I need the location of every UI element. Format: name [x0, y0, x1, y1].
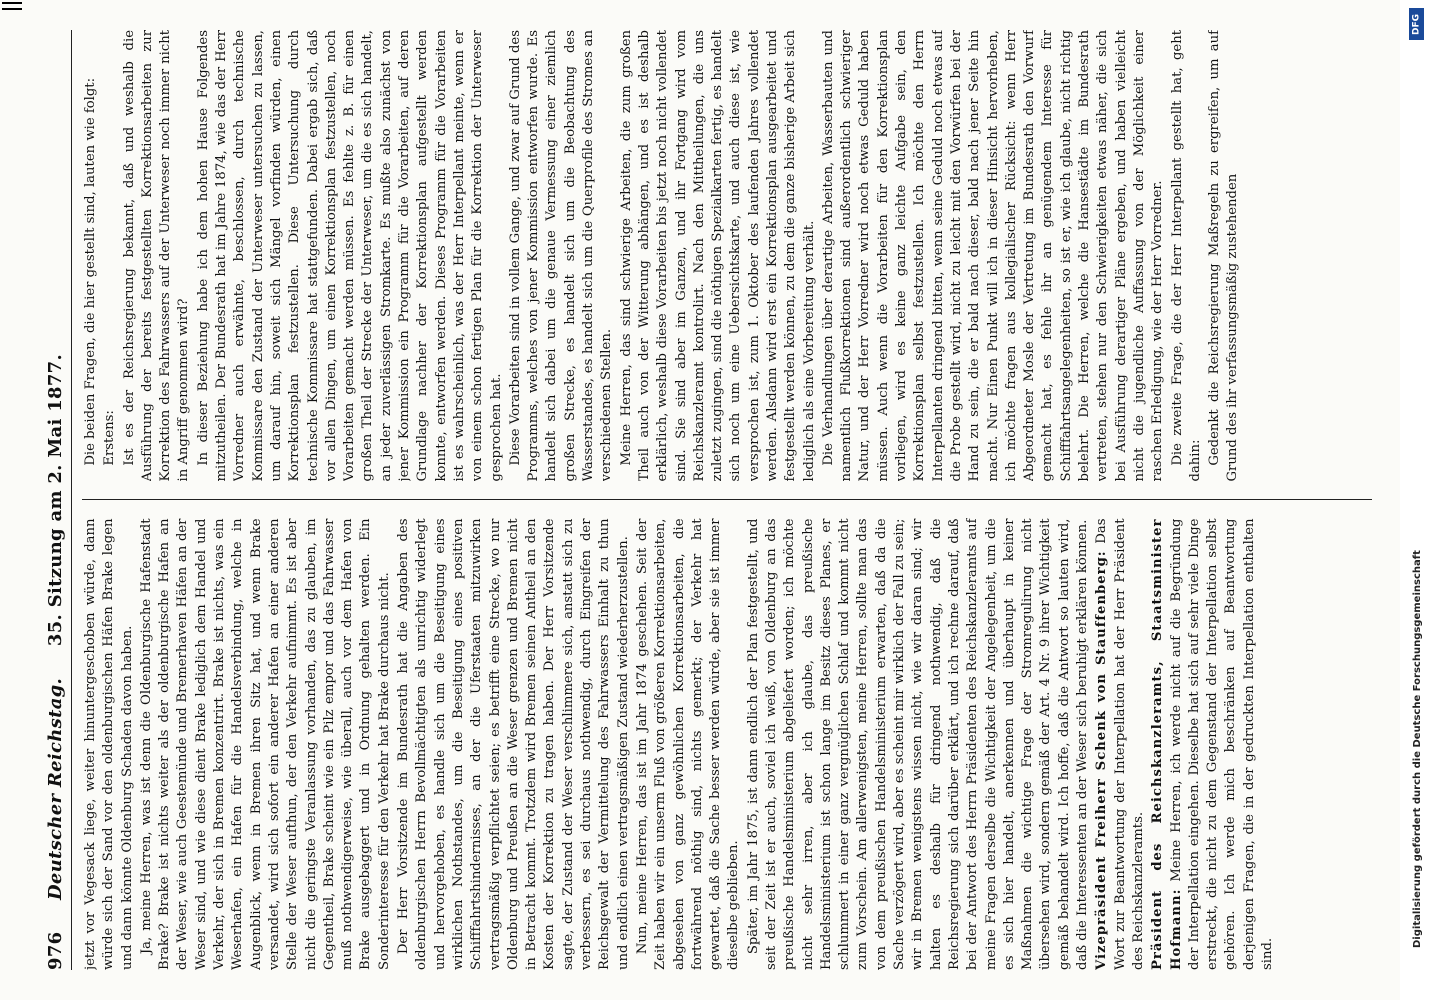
paragraph-text: Diese Vorarbeiten sind in vollem Gange, und zwar auf Grund des Programms, welches von jener Kommission entworfen wurde. Es handelt sich dabei um die genaue Vermessung einer ziemlich großen Strecke, es handelt sich um die Beobachtung des Wasserstandes, es handelt sich um die Querprofile des Stromes an verschiedenen Stellen. [507, 30, 615, 482]
paragraph [395, 519, 633, 971]
paragraph [745, 519, 1093, 971]
paragraph [121, 30, 194, 482]
paragraph-text: Die beiden Fragen, die hier gestellt sind, lauten wie folgt: [83, 77, 98, 466]
speaker-name: Präsident des Reichskanzleramts, Staatsminister Hofmann: [1150, 518, 1184, 970]
page-number: 976 [45, 931, 66, 970]
paragraph-text: Später, im Jahr 1875, ist dann endlich der Plan festgestellt, und seit der Zeit ist er auch, soviel ich weiß, von Oldenburg an das preußische Handelsministerium abgeliefert worden; ich möchte nicht sehr irren, aber ich glaube, das preußische Handelsministerium ist schon lange im Besitz dieses Planes, er schlummert in einer ganz vergnüglichen Schlaf und kommt nicht zum Vorschein. Am allerwenigsten, meine Herren, sollte man das von dem preußischen Handelsministerium erwarten, daß da die Sache verzögert wird, aber es scheint mir wirklich der Fall zu sein; wir in Bremen wenigstens wissen nicht, wie wir daran sind; wir halten es deshalb für dringend nothwendig, daß die Reichsregierung sich darüber erklärt, und ich rechne darauf, daß bei der Antwort des Herrn Präsidenten des Reichskanzleramts auf meine Fragen derselbe die Wichtigkeit der Angelegenheit, um die es sich hier handelt, anerkennen und überhaupt in keiner Maßnahmen die wichtige Frage der Stromregulirung nicht übersehen wird, sondern gemäß der Art. 4 Nr. 9 ihrer Wichtigkeit gemäß behandelt wird. Ich hoffe, daß die Antwort so lauten wird, daß die Interessenten an der Weser sich beruhigt erklären können. [745, 518, 1091, 970]
paragraph-text: In dieser Beziehung habe ich dem hohen Hause Folgendes mitzutheilen. Der Bundesrath hat im Jahre 1874, wie das der Herr Vorredner auch erwähnte, beschlossen, durch technische Kommissare den Zustand der Unterweser untersuchen zu lassen, um darauf hin, soweit sich Mängel vorfinden würden, einen Korrektionsplan festzustellen. Diese Untersuchung durch technische Kommissare hat stattgefunden. Dabei ergab sich, daß vor allen Dingen, um einen Korrektionsplan festzustellen, noch Vorarbeiten gemacht werden müssen. Es fehlte z. B. für einen großen Theil der Strecke der Unterweser, um die es sich handelt, an jeder zuverlässigen Stromkarte. Es mußte also zunächst von jener Kommission ein Programm für die Vorarbeiten, auf deren Grundlage nachher der Korrektionsplan aufgestellt werden konnte, entworfen werden. Dieses Programm für die Vorarbeiten ist es wahrscheinlich, was der Herr Interpellant meinte, wenn er von einem schon fertigen Plan für die Korrektion der Unterweser gesprochen hat. [195, 30, 504, 482]
paragraph-text: Die Verhandlungen über derartige Arbeiten, Wasserbauten und namentlich Flußkorrektionen sind außerordentlich schwieriger Natur, und der Herr Vorredner wird noch etwas Geduld haben müssen. Auch wenn die Vorarbeiten für den Korrektionsplan vorliegen, wird es keine ganz leichte Aufgabe sein, den Korrektionsplan selbst festzustellen. Ich möchte den Herrn Interpellanten dringend bitten, wenn seine Geduld noch etwas auf die Probe gestellt wird, nicht zu leicht mit den Vorwürfen bei der Hand zu sein, die er bald nach dieser, bald nach jener Seite hin macht. Nur Einen Punkt will ich in dieser Hinsicht hervorheben, ich möchte fragen aus kollegialischer Rücksicht: wenn Herr Abgeordneter Mosle der Vertretung im Bundesrath den Vorwurf gemacht hat, es fehle ihr an genügendem Interesse für Schifffahrtsangelegenheiten, so ist er, wie ich glaube, nicht richtig belehrt. Die Herren, welche die Hansestädte im Bundesrath vertreten, stehen nur den Schwierigkeiten etwas näher, die sich bei Ausführung derartiger Pläne ergeben, und haben vielleicht nicht die jugendliche Auffassung von der Möglichkeit einer raschen Erledigung, wie der Herr Vorredner. [820, 30, 1166, 482]
paragraph-text: Erstens: [102, 410, 118, 466]
paragraph [1206, 30, 1243, 482]
paragraph [101, 30, 119, 482]
left-column [82, 519, 1372, 971]
speaker-name: Vizepräsident Freiherr Schenk von Stauffenberg: [1094, 550, 1110, 970]
publication-title: Deutscher Reichstag. [45, 677, 66, 900]
paragraph-text: Ja, meine Herren, was ist denn die Oldenburgische Hafenstadt Brake? Brake ist nichts weiter als der oldenburgische Hafen an der Weser, wie auch Geestemünde und Bremerhaven Häfen an der Weser sind, und wie diese dient Brake lediglich dem Handel und Verkehr, der sich in Bremen konzentrirt. Brake ist nichts, was ein Weserhafen, ein Hafen für die Handelsverbindung, welche in Augenblick, wenn in Bremen ihren Sitz hat, und wenn Brake versandet, wird sich sofort ein anderer Hafen an einer anderen Stelle der Weser aufthun, der den Verkehr aufnimmt. Es ist aber nicht die geringste Veranlassung vorhanden, das zu glauben, im Gegentheil, Brake scheint wie ein Pilz empor und das Fahrwasser muß nothwendigerweise, wie überall, auch vor dem Hafen von Brake ausgebaggert und in Ordnung gehalten werden. Ein Sonderinteresse für den Verkehr hat Brake durchaus nicht. [138, 518, 392, 970]
paragraph-text: Ist es der Reichsregierung bekannt, daß und weshalb die Ausführung der bereits festgestellten Korrektionsarbeiten zur Korrektion des Fahrwassers auf der Unterweser noch immer nicht in Angriff genommen wird? [121, 30, 192, 482]
session-title: 35. Sitzung am 2. Mai 1877. [45, 353, 66, 647]
paragraph [82, 30, 100, 482]
paragraph-text: Meine Herren, das sind schwierige Arbeiten, die zum großen Theil auch von der Witterung abhängen, und es ist deshalb erklärlich, weshalb diese Vorarbeiten bis jetzt noch nicht vollendet sind. Sie sind aber im Ganzen, und ihr Fortgang wird vom Reichskanzleramt kontrolirt. Nach den Mittheilungen, die uns zuletzt zugingen, sind die nöthigen Spezialkarten fertig, es handelt sich noch um eine Uebersichtskarte, und auch diese ist, wie versprochen ist, zum 1. Oktober des laufenden Jahres vollendet werden. Alsdann wird erst ein Korrektionsplan ausgearbeitet und festgestellt werden können, zu dem die ganze bisherige Arbeit sich lediglich als eine Vorbereitung verhält. [618, 30, 817, 482]
paragraph [618, 30, 819, 482]
rotated-page [15, 0, 1395, 1000]
dfg-logo-icon: DFG [1409, 8, 1424, 40]
paragraph-text: Gedenkt die Reichsregierung Maßregeln zu ergreifen, um auf Grund des ihr verfassungsmäßig zustehenden [1207, 30, 1241, 482]
paragraph [820, 30, 1168, 482]
paragraph-text: Nun, meine Herren, das ist im Jahr 1874 geschehen. Seit der Zeit haben wir ein unserm Fluß von größeren Korrektionsarbeiten, abgesehen von ganz gewöhnlichen Korrektionsarbeiten, die fortwährend nöthig sind, nichts gemerkt; der Verkehr hat gewartet, daß die Sache besser werden würde, aber sie ist immer dieselbe geblieben. [634, 518, 742, 970]
paragraph [195, 30, 506, 482]
paragraph-text: Die zweite Frage, die der Herr Interpellant gestellt hat, geht dahin: [1169, 30, 1203, 482]
paragraph [1093, 519, 1148, 971]
paragraph [82, 519, 137, 971]
paragraph [634, 519, 744, 971]
column-divider [82, 500, 1372, 501]
paragraph-text: jetzt vor Vegesack liege, weiter hinuntergeschoben würde, dann würde sich der Sand vor den oldenburgischen Häfen Brake legen und dann könnte Oldenburg Schaden davon haben. [83, 518, 135, 970]
paragraph [1149, 519, 1277, 971]
page-header [43, 30, 72, 970]
paragraph [507, 30, 617, 482]
paragraph-text: Der Herr Vorsitzende im Bundesrath hat die Angaben des oldenburgischen Herrn Bevollmächtigten als unrichtig widerlegt und hervorgehoben, es handle sich um die Beseitigung eines wirklichen Nothstandes, um die Beseitigung eines positiven Schifffahrtshindernisses, an der die Uferstaaten mitzuwirken vertragsmäßig verpflichtet seien; es betrifft eine Strecke, wo nur Oldenburg und Preußen an die Weser grenzen und Bremen nicht in Betracht kommt. Trotzdem wird Bremen seinen Antheil an den Kosten der Korrektion zu tragen haben. Der Herr Vorsitzende sagte, der Zustand der Weser verschlimmere sich, anstatt sich zu verbessern, es sei durchaus nothwendig, durch Eingreifen der Reichsgewalt der Vermittelung des Fahrwassers Einhalt zu thun und endlich einen vertragsmäßigen Zustand wiederherzustellen. [396, 518, 631, 970]
paragraph [138, 519, 394, 971]
text-columns [82, 30, 1372, 970]
paragraph-text: Das Wort zur Beantwortung der Interpellation hat der Herr Präsident des Reichskanzleramts. [1094, 518, 1146, 970]
right-column [82, 30, 1372, 482]
dfg-funding-note: Digitalisierung gefördert durch die Deutsche Forschungsgemeinschaft [1412, 550, 1423, 948]
paragraph-text: Meine Herren, ich werde nicht auf die Begründung der Interpellation eingehen. Dieselbe hat sich auf sehr viele Dinge erstreckt, die nicht zu dem Gegenstand der Interpellation selbst gehören. Ich werde mich beschränken auf Beantwortung derjenigen Fragen, die in der gedruckten Interpellation enthalten sind. [1168, 518, 1275, 970]
paragraph [1169, 30, 1206, 482]
